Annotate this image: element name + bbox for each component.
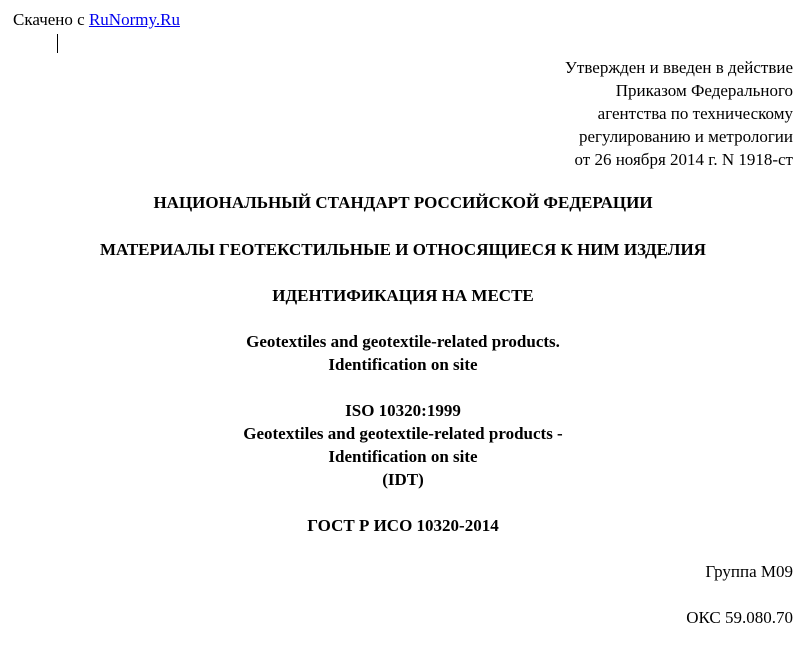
gost-number: ГОСТ Р ИСО 10320-2014 [307, 516, 499, 535]
iso-number: ISO 10320:1999 [345, 401, 461, 420]
national-standard-heading [0, 191, 799, 214]
russian-title-heading [0, 238, 799, 261]
approval-line: регулированию и метрологии [578, 127, 793, 146]
gost-number-heading [0, 514, 799, 537]
title-en-2: Identification on site [328, 355, 478, 374]
russian-subtitle-heading [0, 284, 799, 307]
classification-group: Группа М09 [705, 562, 793, 581]
iso-title-2: Identification on site [328, 447, 478, 466]
english-title-block [0, 330, 799, 376]
approval-line: агентства по техническому [597, 104, 793, 123]
approval-line: Приказом Федерального [615, 81, 793, 100]
iso-block [0, 399, 799, 491]
iso-degree: (IDT) [382, 470, 424, 489]
approval-line: от 26 ноября 2014 г. N 1918-ст [574, 150, 793, 169]
title-ru-1: МАТЕРИАЛЫ ГЕОТЕКСТИЛЬНЫЕ И ОТНОСЯЩИЕСЯ К НИМ ИЗДЕЛИЯ [100, 240, 706, 259]
source-link[interactable]: RuNormy.Ru [88, 10, 180, 29]
source-prefix: Скачено с [13, 10, 85, 29]
title-ru-2: ИДЕНТИФИКАЦИЯ НА МЕСТЕ [272, 286, 534, 305]
source-line [13, 9, 180, 31]
approval-line: Утвержден и введен в действие [564, 58, 793, 77]
approval-block [565, 56, 793, 171]
national-title: НАЦИОНАЛЬНЫЙ СТАНДАРТ РОССИЙСКОЙ ФЕДЕРАЦИИ [153, 193, 653, 212]
classification-oks: ОКС 59.080.70 [686, 608, 793, 627]
text-cursor [57, 34, 58, 53]
title-en-1: Geotextiles and geotextile-related products. [246, 332, 560, 351]
iso-title-1: Geotextiles and geotextile-related products - [243, 424, 563, 443]
